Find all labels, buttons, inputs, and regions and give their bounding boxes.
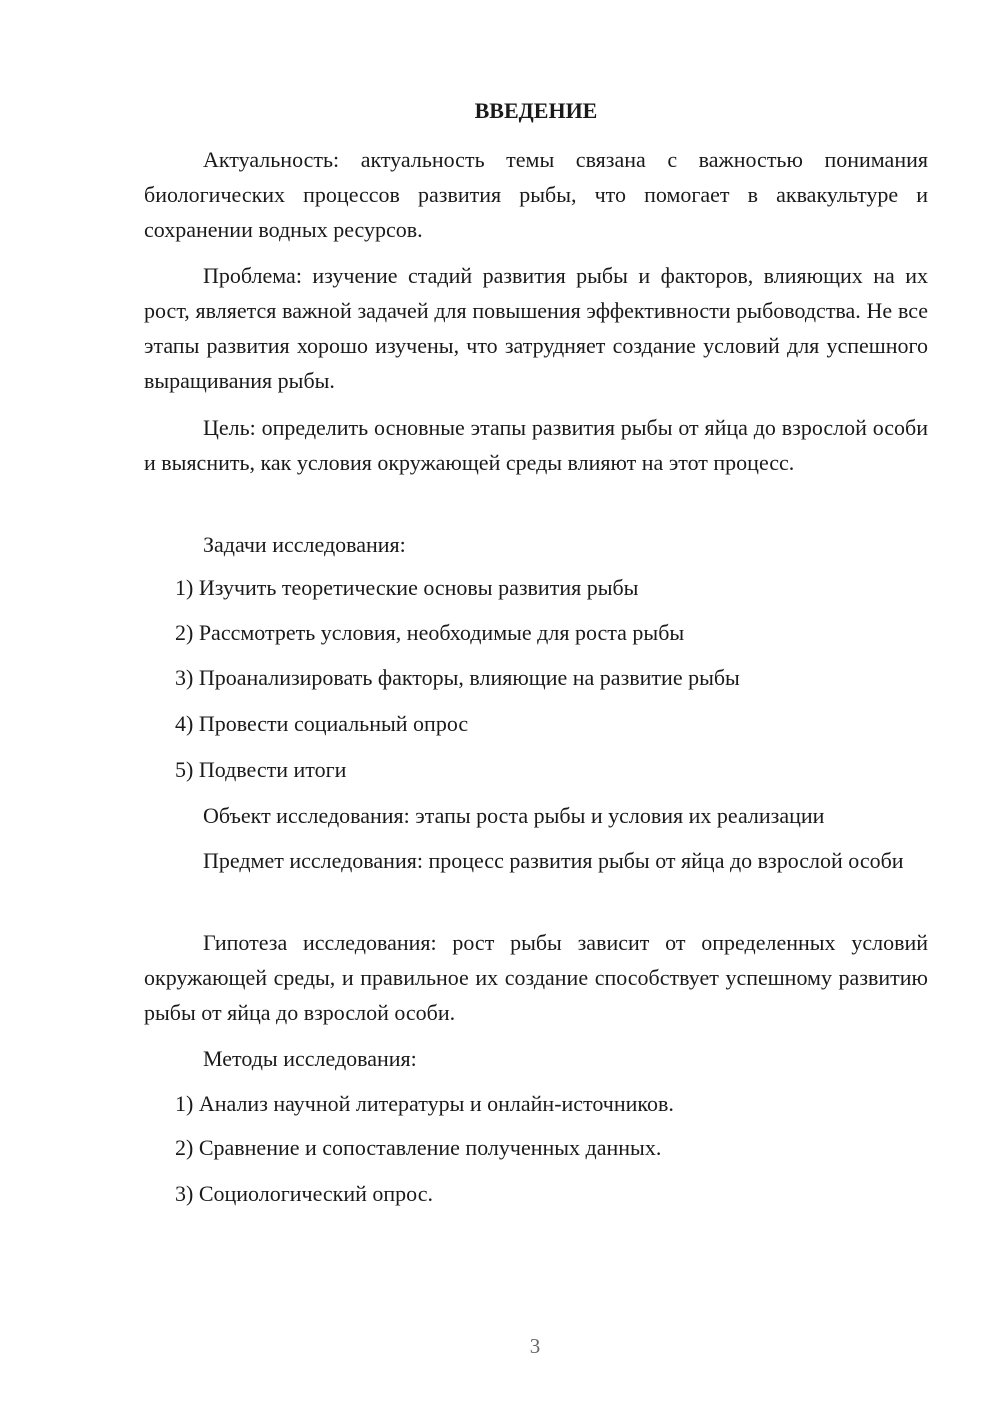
hypothesis-paragraph: Гипотеза исследования: рост рыбы зависит от определенных условий окружающей среды, и правильное их создание способствует успешному развитию рыбы от яйца до взрослой особи.: [144, 930, 928, 1025]
relevance-paragraph: Актуальность: актуальность темы связана с важностью понимания биологических процессов развития рыбы, что помогает в аквакультуре и сохранении водных ресурсов.: [144, 147, 928, 242]
goal-paragraph: Цель: определить основные этапы развития рыбы от яйца до взрослой особи и выяснить, как условия окружающей среды влияют на этот процесс.: [144, 415, 928, 475]
object-paragraph: Объект исследования: этапы роста рыбы и условия их реализации: [203, 803, 825, 828]
page-title: ВВЕДЕНИЕ: [474, 98, 598, 123]
subject-paragraph: Предмет исследования: процесс развития рыбы от яйца до взрослой особи: [203, 848, 904, 873]
methods-heading: Методы исследования:: [203, 1046, 417, 1071]
task-item-5: 5) Подвести итоги: [175, 757, 347, 782]
task-item-4: 4) Провести социальный опрос: [175, 711, 469, 736]
problem-paragraph: Проблема: изучение стадий развития рыбы и факторов, влияющих на их рост, является важной задачей для повышения эффективности рыбоводства. Не все этапы развития хорошо изучены, что затрудняет создание условий для успешного выращивания рыбы.: [144, 263, 928, 393]
tasks-heading: Задачи исследования:: [203, 532, 406, 557]
method-item-1: 1) Анализ научной литературы и онлайн-источников.: [175, 1091, 674, 1116]
task-item-3: 3) Проанализировать факторы, влияющие на развитие рыбы: [175, 665, 740, 690]
task-item-1: 1) Изучить теоретические основы развития рыбы: [175, 575, 639, 600]
task-item-2: 2) Рассмотреть условия, необходимые для роста рыбы: [175, 620, 685, 645]
method-item-2: 2) Сравнение и сопоставление полученных данных.: [175, 1135, 662, 1160]
method-item-3: 3) Социологический опрос.: [175, 1181, 433, 1206]
page-number: 3: [529, 1334, 541, 1358]
